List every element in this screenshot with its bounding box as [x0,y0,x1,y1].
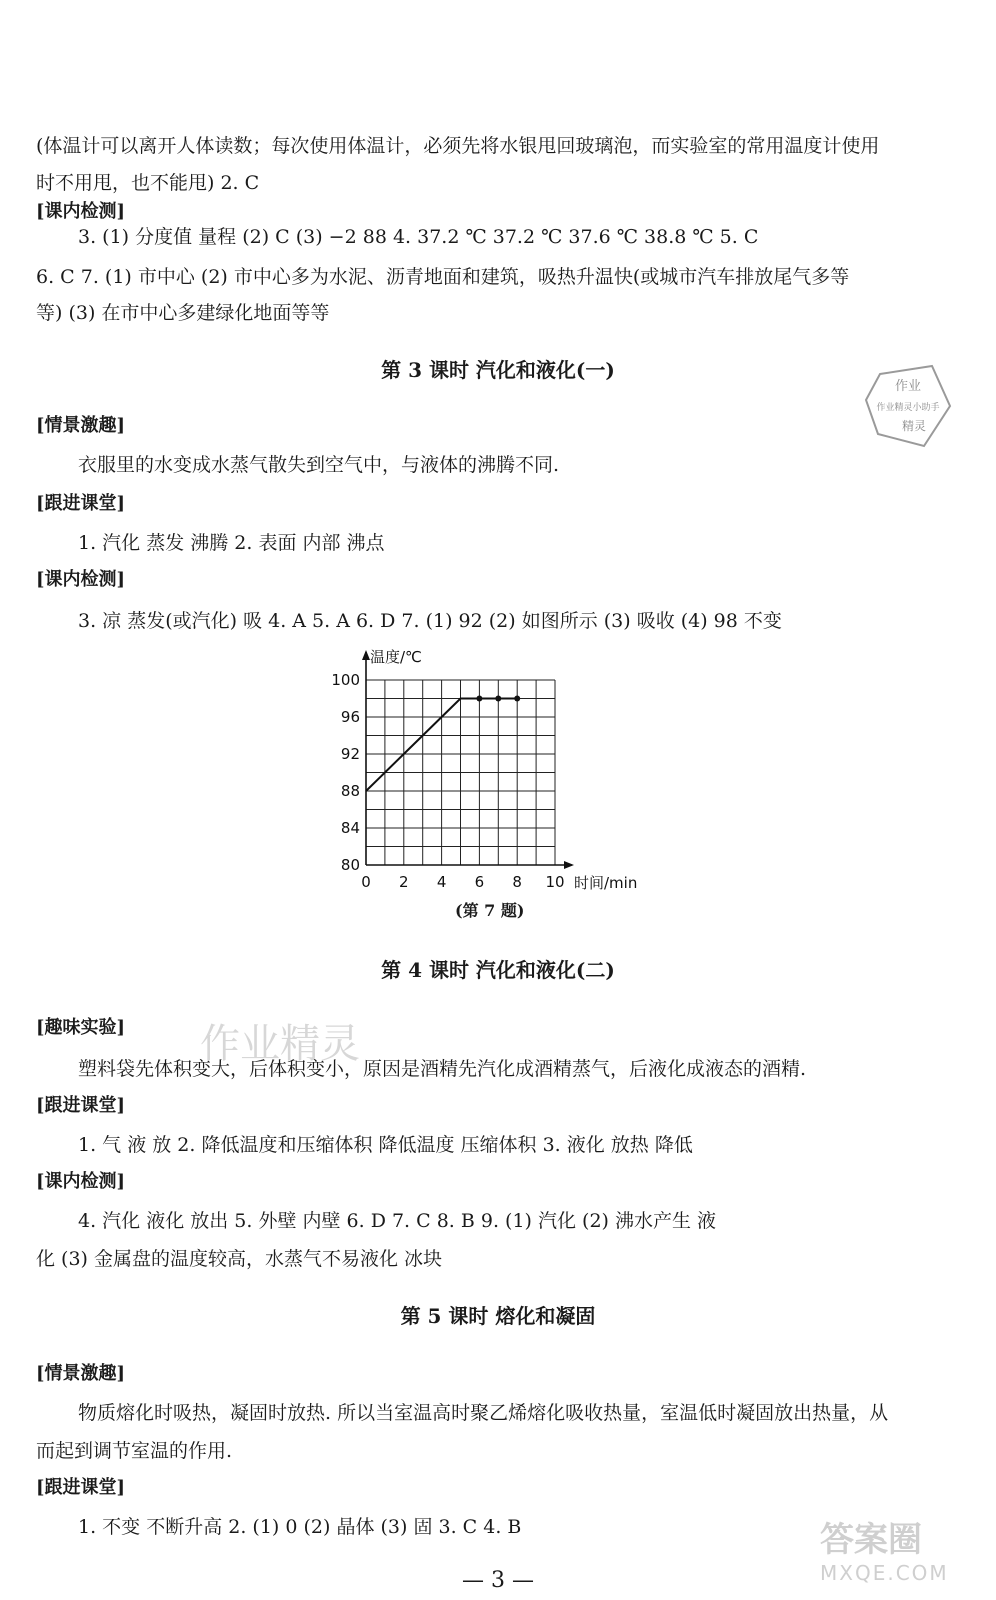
section-tag: [趣味实验] [36,1017,126,1038]
corner-watermark [820,1512,980,1592]
y-tick-label: 92 [340,745,360,763]
x-tick-label: 10 [545,873,565,891]
page-number: — 3 — [462,1568,534,1593]
answer-line: 3. (1) 分度值 量程 (2) C (3) −2 88 4. 37.2 ℃ 37.2 ℃ 37.6 ℃ 38.8 ℃ 5. C [78,226,759,248]
section-tag: [跟进课堂] [36,1095,126,1116]
chart-axes [362,650,574,869]
answer-line: 而起到调节室温的作用. [36,1440,233,1462]
answer-line: 衣服里的水变成水蒸气散失到空气中，与液体的沸腾不同. [78,454,560,476]
lesson-title: 第 5 课时 熔化和凝固 [400,1304,596,1328]
y-tick-label: 88 [340,782,360,800]
para-line: (体温计可以离开人体读数；每次使用体温计，必须先将水银甩回玻璃泡，而实验室的常用温度计使用 [36,135,880,157]
y-axis-arrow [362,650,370,660]
lesson-title: 第 3 课时 汽化和液化(一) [381,358,615,382]
answer-line: 1. 气 液 放 2. 降低温度和压缩体积 降低温度 压缩体积 3. 液化 放热 降低 [78,1134,693,1156]
section-tag: [情景激趣] [36,415,126,436]
stamp-text: 精灵 [901,419,927,433]
x-tick-label: 2 [399,873,409,891]
data-point [495,696,501,702]
x-tick-label: 0 [361,873,371,891]
temperature-time-chart [320,640,660,910]
answer-line: 化 (3) 金属盘的温度较高，水蒸气不易液化 冰块 [36,1248,443,1270]
section-tag: [情景激趣] [36,1363,126,1384]
answer-line: 4. 汽化 液化 放出 5. 外壁 内壁 6. D 7. C 8. B 9. (1) 汽化 (2) 沸水产生 液 [78,1210,717,1232]
answer-line: 物质熔化时吸热，凝固时放热. 所以当室温高时聚乙烯熔化吸收热量，室温低时凝固放出热量，从 [78,1402,889,1424]
watermark-url: MXQE.COM [820,1561,949,1585]
watermark-text: 答案圈 [820,1520,922,1560]
y-tick-label: 100 [331,671,360,689]
x-tick-label: 8 [512,873,522,891]
answer-line: 6. C 7. (1) 市中心 (2) 市中心多为水泥、沥青地面和建筑，吸热升温快(或城市汽车排放尾气多等 [36,266,850,288]
data-point [514,696,520,702]
watermark-text: 作业精灵 [200,1021,360,1067]
answer-line: 3. 凉 蒸发(或汽化) 吸 4. A 5. A 6. D 7. (1) 92 (2) 如图所示 (3) 吸收 (4) 98 不变 [78,610,782,632]
y-axis-label: 温度/℃ [370,648,422,666]
y-tick-label: 84 [340,819,360,837]
answer-line: 等) (3) 在市中心多建绿化地面等等 [36,302,330,324]
para-line: 时不用甩，也不能甩) 2. C [36,172,260,194]
answer-line: 塑料袋先体积变大，后体积变小，原因是酒精先汽化成酒精蒸气，后液化成液态的酒精. [78,1058,807,1080]
answer-line: 1. 汽化 蒸发 沸腾 2. 表面 内部 沸点 [78,532,385,554]
chart-grid [366,680,555,865]
stamp-text: 作业 [894,379,922,394]
homework-stamp [862,360,954,452]
x-tick-label: 6 [474,873,485,891]
x-axis-label: 时间/min [574,874,638,892]
section-tag: [课内检测] [36,569,126,590]
answer-line: 1. 不变 不断升高 2. (1) 0 (2) 晶体 (3) 固 3. C 4. B [78,1516,522,1538]
section-tag: [跟进课堂] [36,1477,126,1498]
stamp-text: 作业精灵小助手 [876,403,940,413]
data-point [476,696,482,702]
y-tick-label: 80 [340,856,360,874]
x-axis-arrow [564,861,574,869]
chart-caption: (第 7 题) [455,901,525,920]
section-tag: [课内检测] [36,1171,126,1192]
y-tick-label: 96 [340,708,360,726]
section-tag: [跟进课堂] [36,493,126,514]
lesson-title: 第 4 课时 汽化和液化(二) [381,958,615,982]
section-tag: [课内检测] [36,201,126,222]
chart-series [366,696,520,792]
x-tick-label: 4 [436,873,447,891]
